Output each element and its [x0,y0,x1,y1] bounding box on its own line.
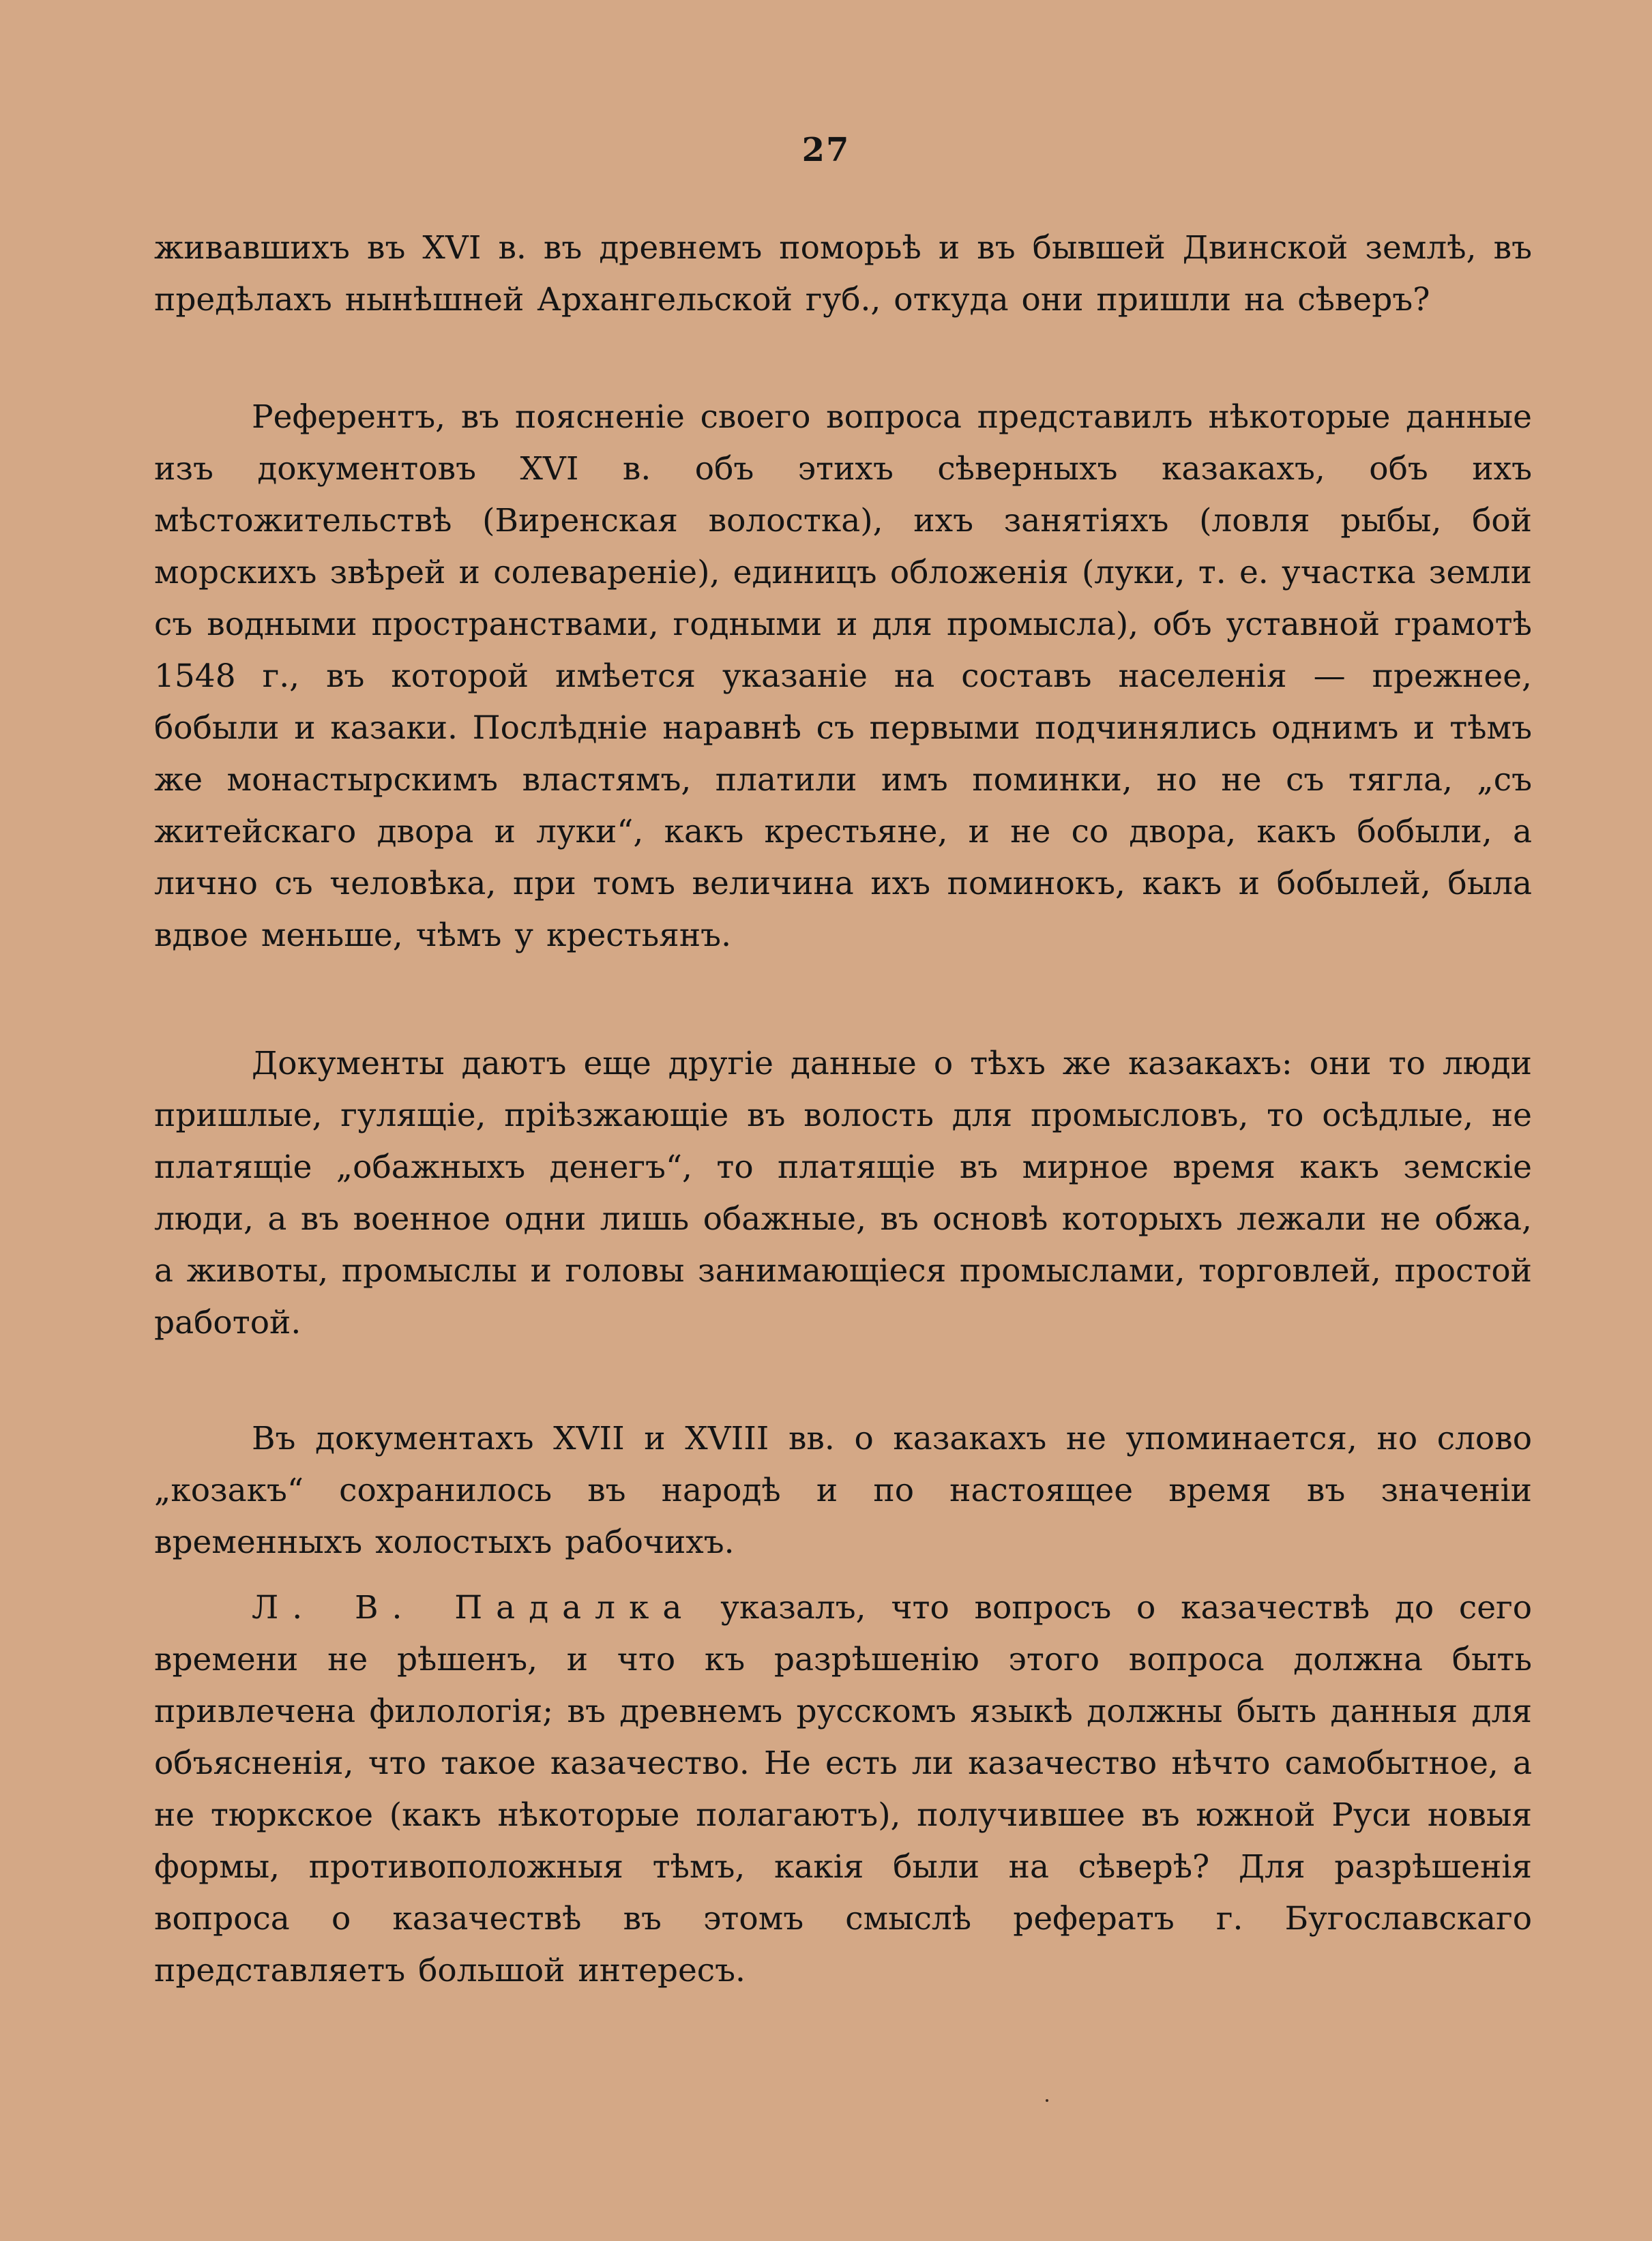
paragraph-2-text: Референтъ, въ поясненіе своего вопроса представилъ нѣкоторые данные изъ документовъ XVI в. объ этихъ сѣверныхъ казакахъ, объ ихъ мѣстожительствѣ (Виренская волостка), ихъ занятіяхъ (ловля рыбы, бой морскихъ звѣрей и солевареніе), единицъ обложенія (луки, т. е. участка земли съ водными пространствами, годными и для промысла), объ уставной грамотѣ 1548 г., въ которой имѣется указаніе на составъ населенія — прежнее, бобыли и казаки. Послѣдніе наравнѣ съ первыми подчинялись однимъ и тѣмъ же монастырскимъ властямъ, платили имъ поминки, но не съ тягла, „съ житейскаго двора и луки“, какъ крестьяне, и не со двора, какъ бобыли, а лично съ человѣка, при томъ величина ихъ поминокъ, какъ и бобылей, была вдвое меньше, чѣмъ у крестьянъ. [154,398,1532,954]
speaker-name: Л. В. Падалка [252,1589,696,1627]
paragraph-continuation [154,222,1532,326]
page-number: 27 [801,131,851,169]
paragraph-5 [154,1582,1532,1997]
paragraph-3-text: Документы даютъ еще другіе данные о тѣхъ же казакахъ: они то люди пришлые, гулящіе, пріѣзжающіе въ волость для промысловъ, то осѣдлые, не платящіе „обажныхъ денегъ“, то платящіе въ мирное время какъ земскіе люди, а въ военное одни лишь обажные, въ основѣ которыхъ лежали не обжа, а животы, промыслы и головы занимающіеся промыслами, торговлей, простой работой. [154,1045,1532,1341]
paragraph-xvii-xviii [154,1413,1532,1569]
print-speck [1046,2099,1048,2102]
paragraph-5-text: указалъ, что вопросъ о казачествѣ до сего времени не рѣшенъ, и что къ разрѣшенію этого вопроса должна быть привлечена филологія; въ древнемъ русскомъ языкѣ должны быть данныя для объясненія, что такое казачество. Не есть ли казачество нѣчто самобытное, а не тюркское (какъ нѣкоторые полагаютъ), получившее въ южной Руси новыя формы, противоположныя тѣмъ, какія были на сѣверѣ? Для разрѣшенія вопроса о казачествѣ въ этомъ смыслѣ рефератъ г. Бугославскаго представляетъ большой интересъ. [154,1589,1532,1989]
paragraph-padalka [154,1582,1532,1997]
paragraph-4-text: Въ документахъ XVII и XVIII вв. о казакахъ не упоминается, но слово „козакъ“ сохранилось въ народѣ и по настоящее время въ значеніи временныхъ холостыхъ рабочихъ. [154,1420,1532,1561]
paragraph-1-text: живавшихъ въ XVI в. въ древнемъ поморьѣ и въ бывшей Двинской землѣ, въ предѣлахъ нынѣшней Архангельской губ., откуда они пришли на сѣверъ? [154,229,1532,318]
paragraph-documents [154,1038,1532,1349]
paragraph-referent [154,391,1532,962]
